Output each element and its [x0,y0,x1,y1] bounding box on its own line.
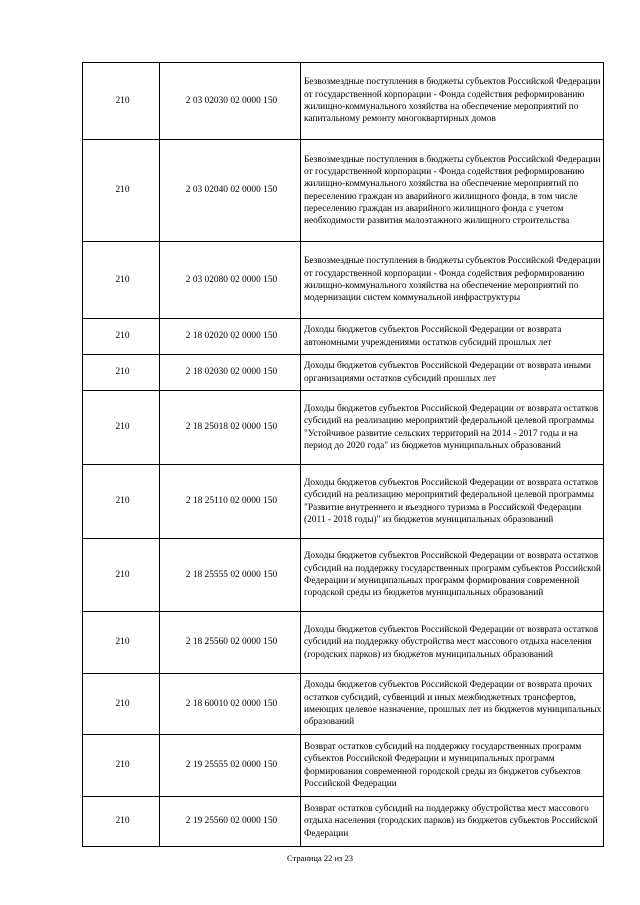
budget-classification-code-cell: 2 19 25560 02 0000 150 [160,797,301,847]
budget-classification-code-cell: 2 18 25560 02 0000 150 [160,612,301,674]
revenue-name-cell: Доходы бюджетов субъектов Российской Федерации от возврата иными организациями остатков субсидий прошлых лет [301,355,604,391]
revenue-name-cell: Доходы бюджетов субъектов Российской Федерации от возврата остатков субсидий на реализацию мероприятий федеральной целевой программы "Устойчивое развитие сельских территорий на 2014 - 2017 годы и на период до 2020 года" из бюджетов муниципальных образований [301,391,604,465]
revenue-name-cell: Доходы бюджетов субъектов Российской Федерации от возврата остатков субсидий на реализацию мероприятий федеральной целевой программы "Развитие внутреннего и въездного туризма в Российской Федерации (2011 - 2018 годы)" из бюджетов муниципальных образований [301,465,604,539]
table-row [83,465,604,539]
admin-code-cell: 210 [83,674,160,735]
admin-code-cell: 210 [83,391,160,465]
revenue-name-cell: Возврат остатков субсидий на поддержку обустройства мест массового отдыха населения (городских парков) из бюджетов субъектов Российской Федерации [301,797,604,847]
budget-classification-code-cell: 2 03 02080 02 0000 150 [160,242,301,319]
table-row [83,391,604,465]
revenue-name-cell: Безвозмездные поступления в бюджеты субъектов Российской Федерации от государственной корпорации - Фонда содействия реформированию жилищно-коммунального хозяйства на обеспечение мероприятий по капитальному ремонту многоквартирных домов [301,63,604,140]
budget-classification-code-cell: 2 18 02030 02 0000 150 [160,355,301,391]
table-row [83,735,604,797]
revenue-codes-table [82,62,604,847]
budget-classification-code-cell: 2 03 02030 02 0000 150 [160,63,301,140]
budget-classification-code-cell: 2 19 25555 02 0000 150 [160,735,301,797]
table-row [83,355,604,391]
revenue-name-cell: Возврат остатков субсидий на поддержку государственных программ субъектов Российской Федерации и муниципальных программ формирования современной городской среды из бюджетов субъектов Российской Федерации [301,735,604,797]
admin-code-cell: 210 [83,140,160,242]
revenue-name-cell: Доходы бюджетов субъектов Российской Федерации от возврата автономными учреждениями остатков субсидий прошлых лет [301,319,604,355]
table-row [83,539,604,612]
budget-classification-code-cell: 2 18 25018 02 0000 150 [160,391,301,465]
budget-classification-code-cell: 2 18 25110 02 0000 150 [160,465,301,539]
admin-code-cell: 210 [83,355,160,391]
table-row [83,140,604,242]
admin-code-cell: 210 [83,465,160,539]
admin-code-cell: 210 [83,319,160,355]
budget-classification-code-cell: 2 18 25555 02 0000 150 [160,539,301,612]
budget-classification-code-cell: 2 03 02040 02 0000 150 [160,140,301,242]
admin-code-cell: 210 [83,63,160,140]
revenue-name-cell: Безвозмездные поступления в бюджеты субъектов Российской Федерации от государственной корпорации - Фонда содействия реформированию жилищно-коммунального хозяйства на обеспечение мероприятий по модернизации систем коммунальной инфраструктуры [301,242,604,319]
table-row [83,797,604,847]
admin-code-cell: 210 [83,242,160,319]
revenue-name-cell: Безвозмездные поступления в бюджеты субъектов Российской Федерации от государственной корпорации - Фонда содействия реформированию жилищно-коммунального хозяйства на обеспечение мероприятий по переселению граждан из аварийного жилищного фонда, в том числе переселению граждан из аварийного жилищного фонда с учетом необходимости развития малоэтажного жилищного строительства [301,140,604,242]
table-row [83,63,604,140]
revenue-name-cell: Доходы бюджетов субъектов Российской Федерации от возврата остатков субсидий на поддержку государственных программ субъектов Российской Федерации и муниципальных программ формирования современной городской среды из бюджетов муниципальных образований [301,539,604,612]
budget-classification-code-cell: 2 18 02020 02 0000 150 [160,319,301,355]
admin-code-cell: 210 [83,539,160,612]
table-body [83,63,604,847]
table-row [83,242,604,319]
table-row [83,612,604,674]
admin-code-cell: 210 [83,797,160,847]
revenue-name-cell: Доходы бюджетов субъектов Российской Федерации от возврата прочих остатков субсидий, субвенций и иных межбюджетных трансфертов, имеющих целевое назначение, прошлых лет из бюджетов муниципальных образований [301,674,604,735]
admin-code-cell: 210 [83,735,160,797]
revenue-name-cell: Доходы бюджетов субъектов Российской Федерации от возврата остатков субсидий на поддержку обустройства мест массового отдыха населения (городских парков) из бюджетов муниципальных образований [301,612,604,674]
table-row [83,674,604,735]
table-row [83,319,604,355]
admin-code-cell: 210 [83,612,160,674]
page-number-footer: Страница 22 из 23 [286,853,354,863]
budget-classification-code-cell: 2 18 60010 02 0000 150 [160,674,301,735]
